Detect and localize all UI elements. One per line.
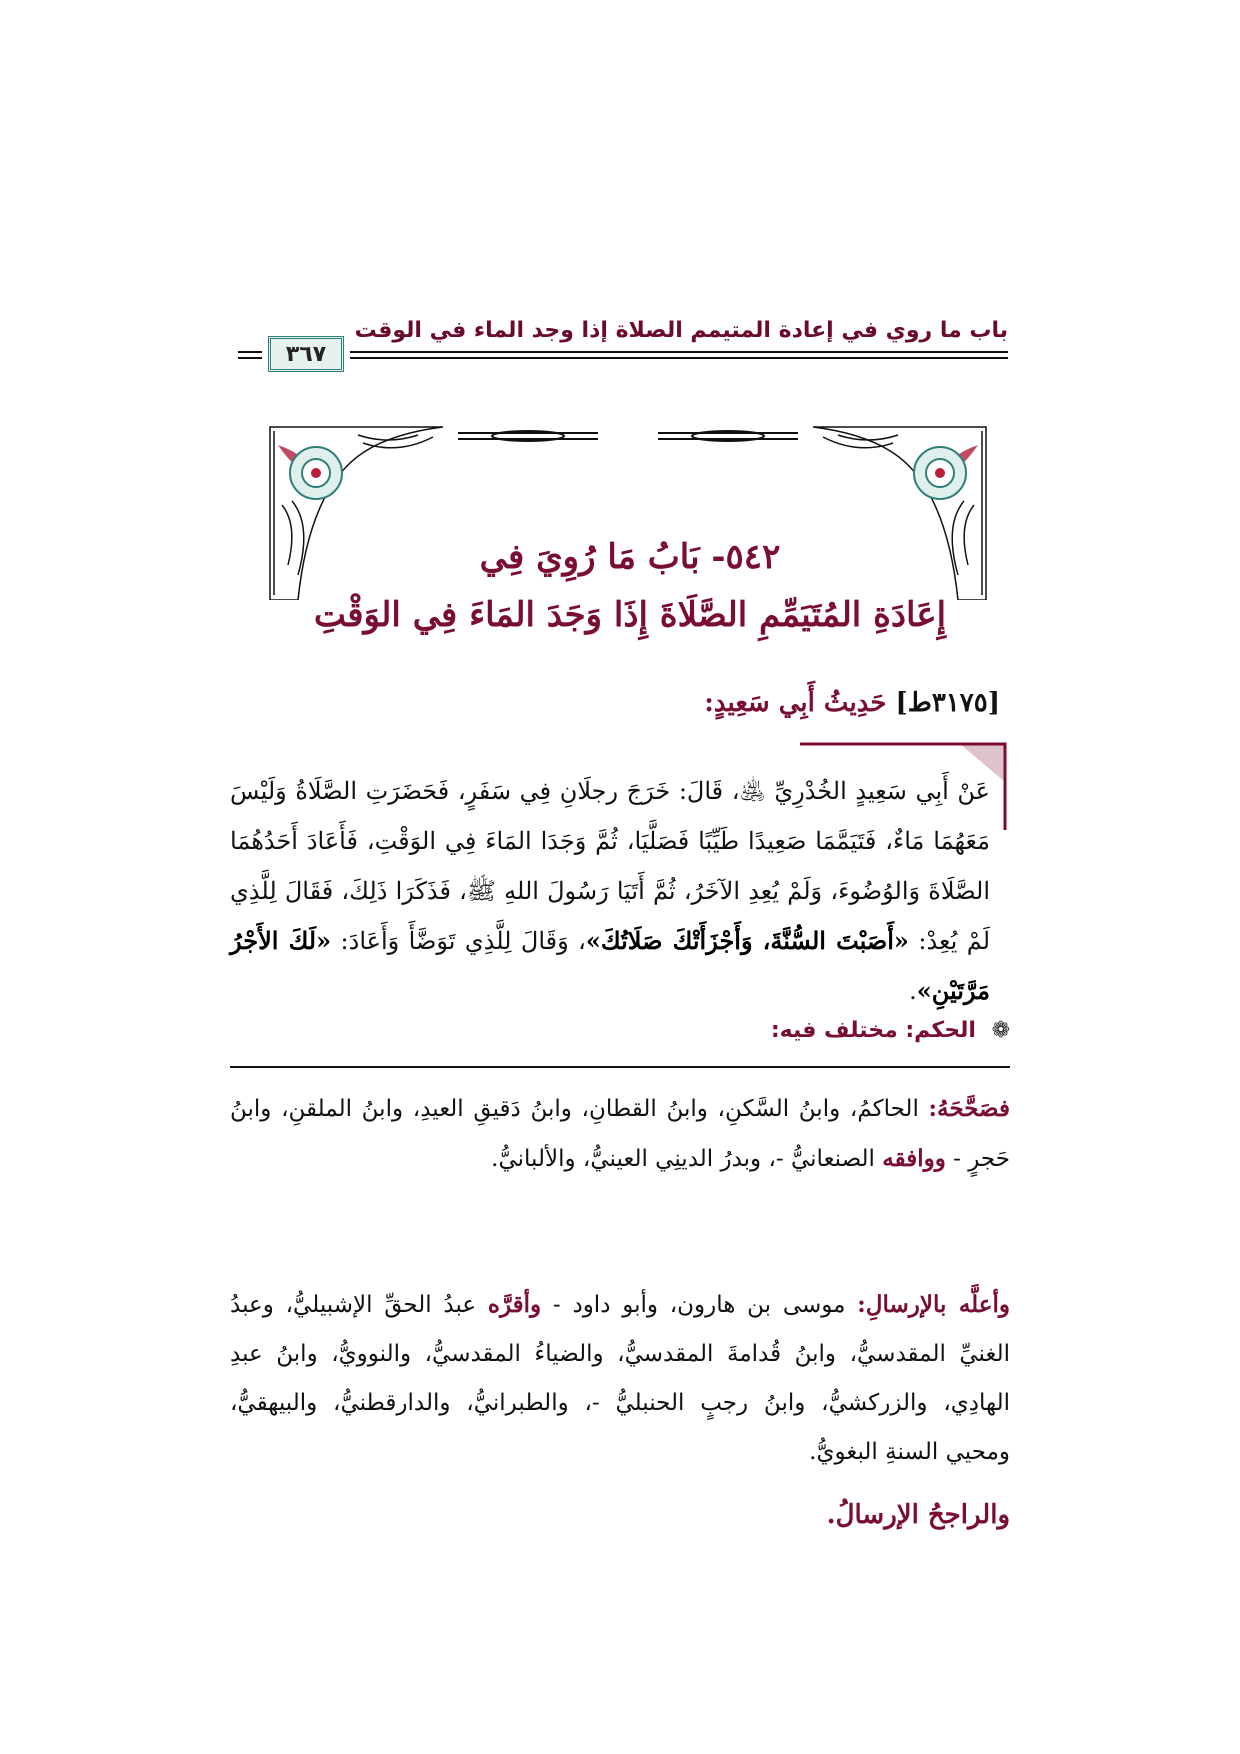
header-rule	[238, 351, 262, 353]
ruling-label: الحكم:	[905, 1018, 976, 1043]
hadith-body: عَنْ أَبِي سَعِيدٍ الخُدْرِيِّ ﵁، قَالَ: خَرَجَ رجلَانِ فِي سَفَرٍ، فَحَضَرَتِ الصَّلَاةُ وَلَيْسَ مَعَهُمَا مَاءٌ، فَتَيَمَّمَا صَعِيدًا طَيِّبًا فَصَلَّيَا، ثُمَّ وَجَدَا المَاءَ فِي الوَقْتِ، فَأَعَادَ أَحَدُهُمَا الصَّلَاةَ وَالوُضُوءَ، وَلَمْ يُعِدِ الآخَرُ، ثُمَّ أَتَيَا رَسُولَ اللهِ ﷺ، فَذَكَرَا ذَلِكَ، فَقَالَ لِلَّذِي لَمْ يُعِدْ:	[230, 777, 991, 955]
hadith-body: ، وَقَالَ لِلَّذِي تَوَضَّأَ وَأَعَادَ:	[331, 927, 586, 955]
paragraph-highlight: ووافقه	[882, 1145, 946, 1172]
ruling-value: مختلف فيه:	[770, 1018, 898, 1043]
conclusion: والراجحُ الإرسالُ.	[826, 1500, 1010, 1530]
ruling-line	[420, 1018, 1010, 1043]
chapter-title	[280, 528, 980, 644]
irsal-paragraph	[230, 1280, 1010, 1477]
hadith-end: .	[909, 977, 917, 1005]
header-rule	[350, 351, 1008, 353]
paragraph-text: الصنعانيُّ -، وبدرُ الدينِي العينيُّ، والألبانيُّ.	[491, 1146, 883, 1172]
page-number: ٣٦٧	[268, 336, 344, 372]
paragraph-lead: وأعلَّه بالإرسالِ:	[857, 1291, 1010, 1318]
hadith-quote: «لَكَ الأَجْرُ مَرَّتَيْنِ»	[230, 926, 990, 1005]
hadith-ref: [٣١٧٥ط]	[895, 688, 1000, 718]
flower-icon: ❁	[991, 1018, 1010, 1043]
hadith-quote: «أَصَبْتَ السُّنَّةَ، وَأَجْزَأَتْكَ صَلَاتُكَ»	[585, 926, 909, 955]
authenticators-paragraph	[230, 1084, 1010, 1184]
ornament-bar-left	[458, 431, 598, 441]
paragraph-lead: فصَحَّحَهُ:	[928, 1095, 1010, 1122]
paragraph-text: عبدُ الحقِّ الإشبيليُّ، وعبدُ الغنيِّ المقدسيُّ، وابنُ قُدامةَ المقدسيُّ، والضياءُ المقدسيُّ، والنوويُّ، وابنُ عبدِ الهادِي، والزركشيُّ، وابنُ رجبٍ الحنبليُّ -، والطبرانيُّ، والدارقطنيُّ، والبيهقيُّ، ومحيي السنةِ البغويُّ.	[230, 1292, 1010, 1465]
hadith-heading	[360, 688, 1000, 718]
header-rule	[350, 357, 1008, 359]
ornament-bar-right	[658, 431, 798, 441]
running-title: باب ما روي في إعادة المتيمم الصلاة إذا وجد الماء في الوقت	[354, 318, 1008, 343]
running-header	[238, 318, 1008, 378]
paragraph-text: موسى بن هارون، وأبو داود -	[541, 1292, 858, 1318]
section-divider	[230, 1066, 1010, 1068]
chapter-title-line1: ٥٤٢- بَابُ مَا رُوِيَ فِي	[479, 537, 781, 577]
header-rule	[238, 357, 262, 359]
hadith-title: حَدِيثُ أَبِي سَعِيدٍ:	[704, 688, 887, 718]
chapter-title-line2: إِعَادَةِ المُتَيَمِّمِ الصَّلَاةَ إِذَا وَجَدَ المَاءَ فِي الوَقْتِ	[313, 595, 947, 635]
hadith-text	[230, 766, 990, 1016]
paragraph-text: الحاكمُ، وابنُ السَّكنِ، وابنُ القطانِ، وابنُ دَقيقِ العيدِ، وابنُ الملقنِ، وابنُ حَجرٍ -	[230, 1096, 1010, 1172]
paragraph-highlight: وأقرَّه	[487, 1291, 542, 1318]
